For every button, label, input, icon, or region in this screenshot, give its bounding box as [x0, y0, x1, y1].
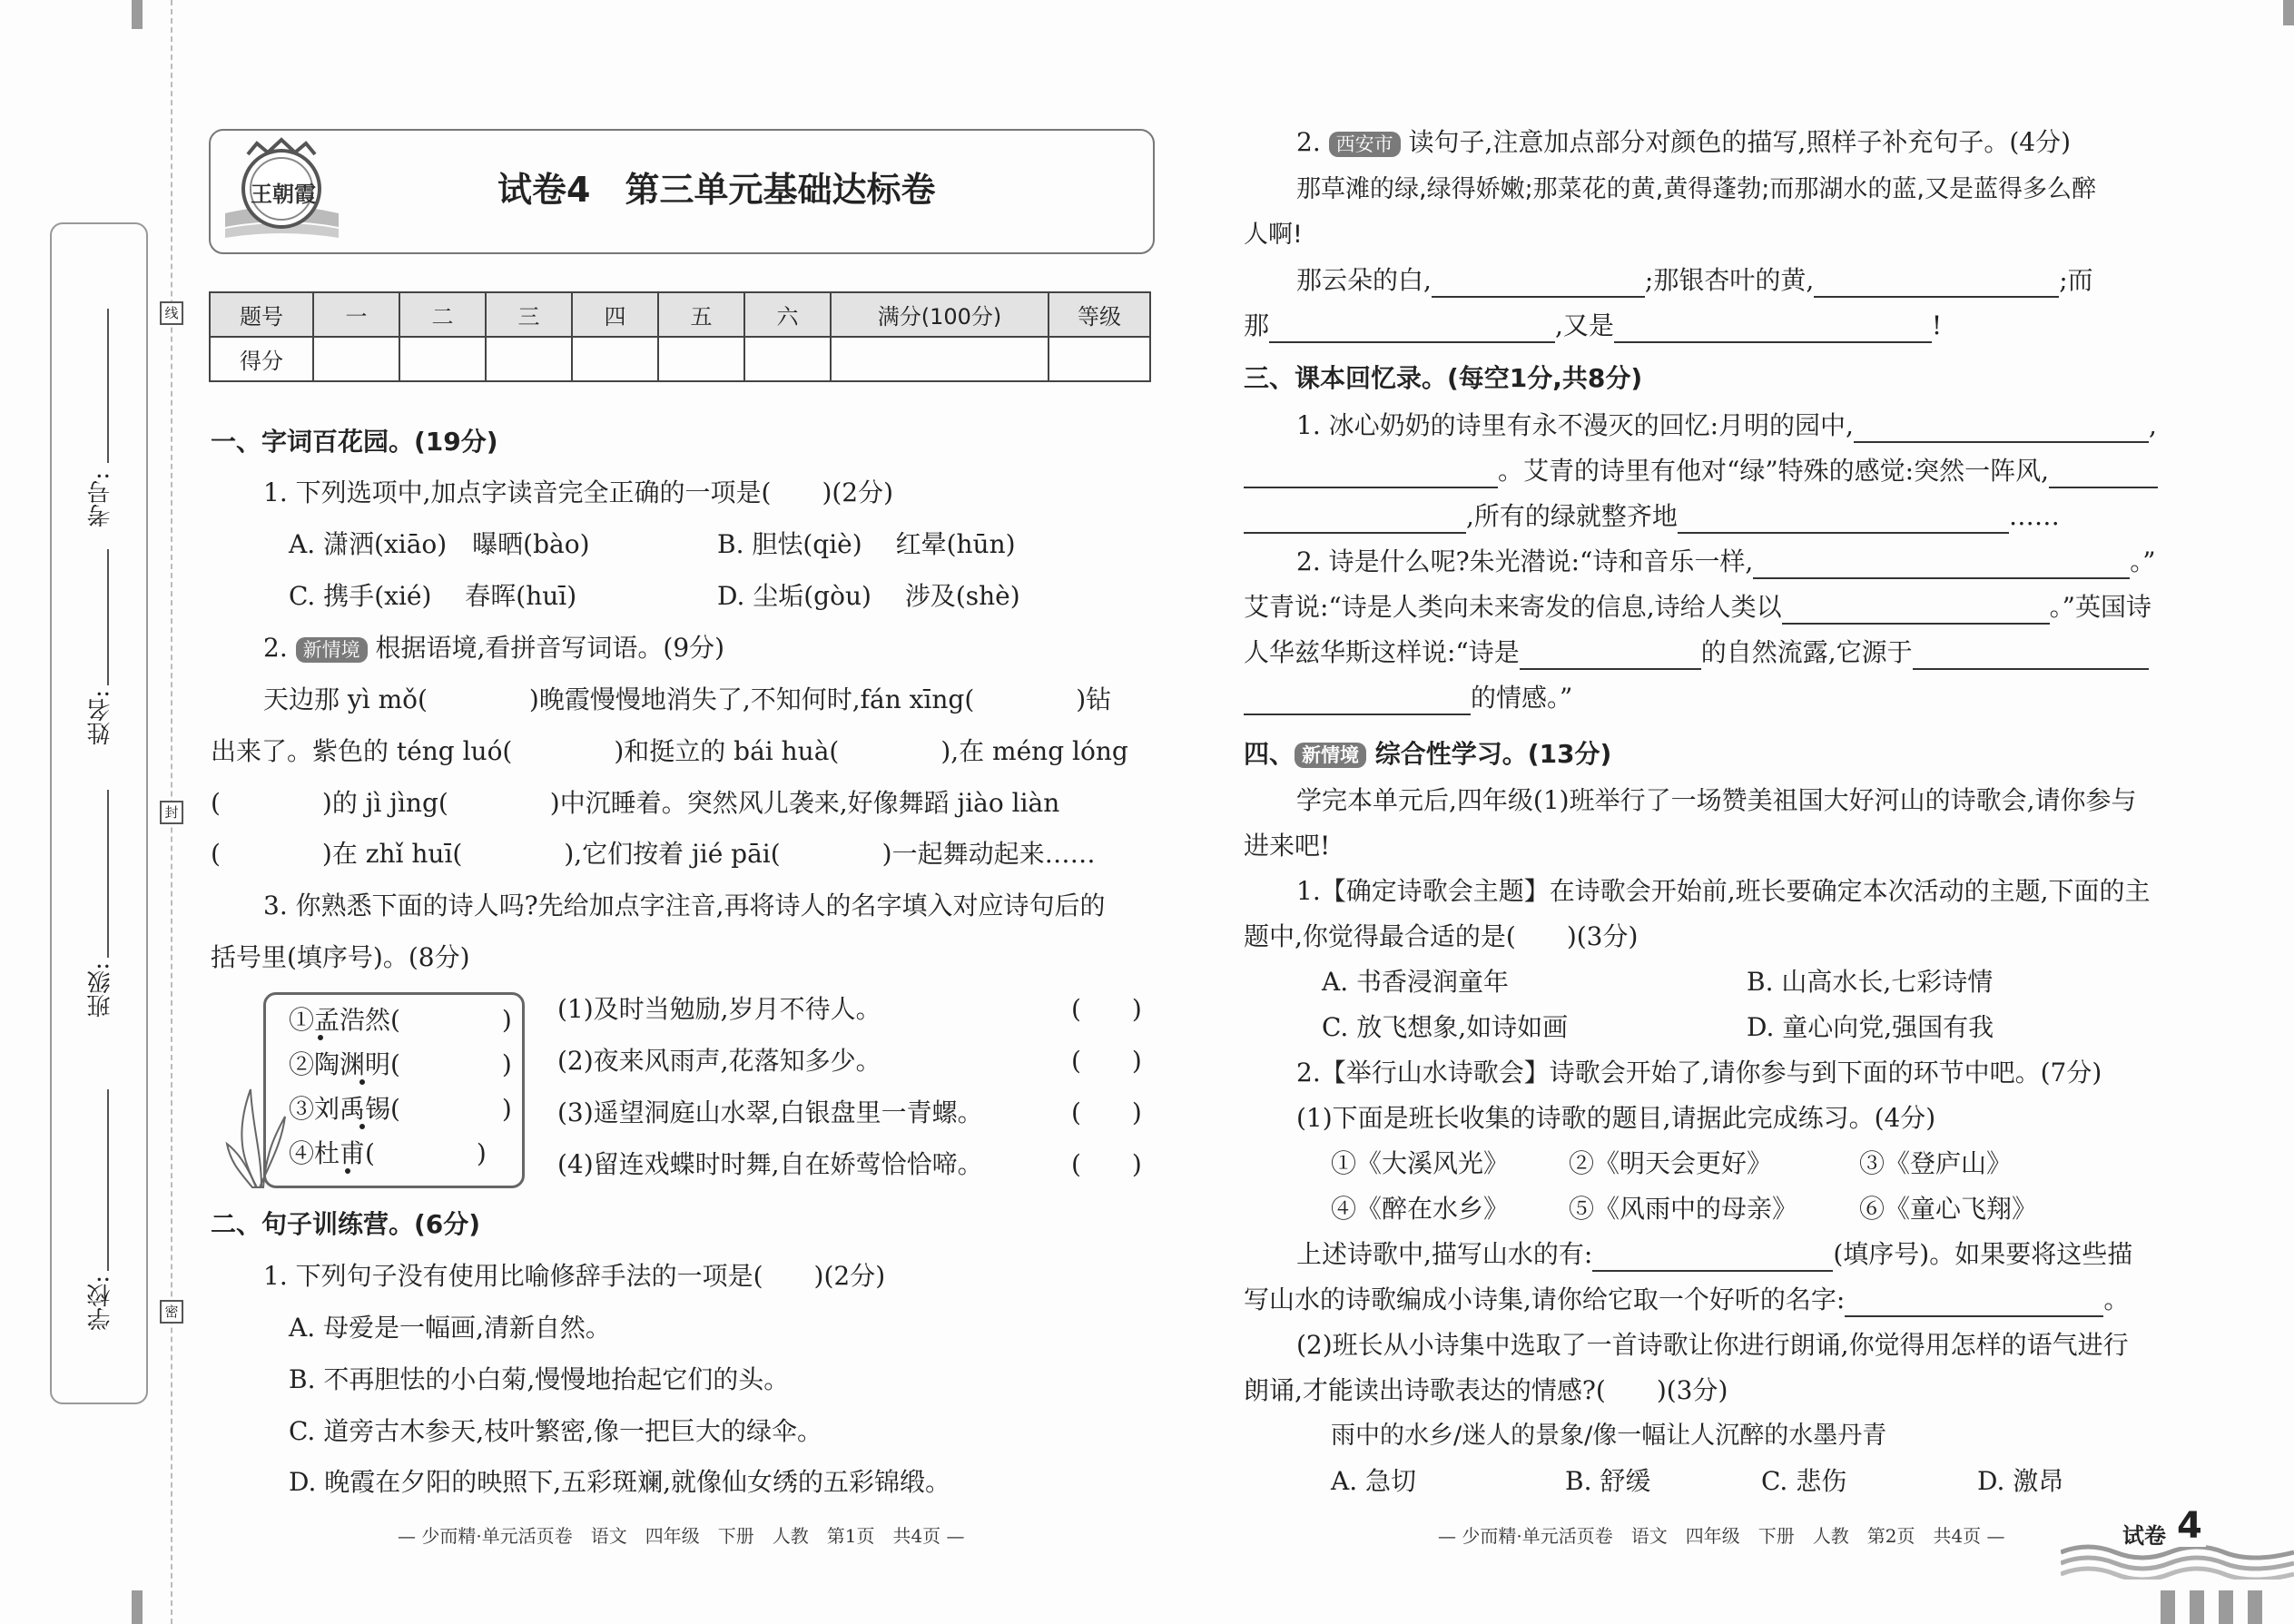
answer-bracket[interactable]: ( ) [1071, 994, 1142, 1024]
option-a[interactable]: A. 书香浸润童年 [1322, 967, 1510, 997]
option-c[interactable]: C. 悲伤 [1761, 1466, 1847, 1496]
edge-bar-right [2283, 0, 2294, 25]
fill-text: 的情感。” [1471, 683, 1573, 713]
table-header: 六 [744, 292, 831, 337]
section-1-title: 一、字词百花园。(19分) [211, 427, 498, 457]
passage-line: 天边那 yì mǒ( )晚霞慢慢地消失了,不知何时,fán xīng( )钻 [263, 684, 1112, 714]
option-b[interactable]: B. 山高水长,七彩诗情 [1747, 967, 1994, 997]
fill-line: 1. 冰心奶奶的诗里有永不漫灭的回忆:月明的园中, , [1296, 408, 2157, 443]
answer-blank[interactable] [1432, 269, 1645, 298]
paper-badge [2061, 1507, 2294, 1580]
table-row [210, 337, 1150, 381]
example-sentence-cont: 人啊! [1244, 221, 1303, 249]
table-header: 五 [658, 292, 744, 337]
fill-text: 。”英国诗 [2049, 592, 2151, 622]
intro-text-cont: 进来吧! [1244, 831, 1331, 861]
score-cell[interactable] [486, 337, 572, 381]
table-header: 三 [486, 292, 572, 337]
section-3-title: 三、课本回忆录。(每空1分,共8分) [1244, 363, 1643, 393]
answer-blank[interactable] [1753, 550, 2130, 579]
emphasis-dot [359, 1124, 365, 1129]
table-header: 二 [399, 292, 486, 337]
section-4-title-text: 综合性学习。(13分) [1374, 739, 1612, 769]
table-header: 等级 [1049, 292, 1150, 337]
answer-bracket[interactable]: ( ) [1071, 1097, 1142, 1127]
table-header: 满分(100分) [831, 292, 1049, 337]
option-b[interactable]: B. 舒缓 [1565, 1466, 1651, 1496]
table-header: 四 [572, 292, 658, 337]
fill-line [1244, 454, 2158, 488]
poem-title: ①《大溪风光》 [1331, 1148, 1510, 1178]
answer-blank[interactable] [1244, 459, 1498, 488]
table-header: 题号 [210, 292, 313, 337]
verse-item: (2)夜来风雨声,花落知多少。 [557, 1046, 881, 1076]
answer-blank[interactable] [1244, 686, 1471, 715]
option-b[interactable]: B. 胆怯(qiè) 红晕(hūn) [717, 529, 1016, 559]
emphasis-dot [345, 1168, 350, 1174]
answer-blank[interactable] [1592, 1243, 1833, 1272]
answer-blank[interactable] [1678, 505, 2009, 534]
score-cell[interactable] [313, 337, 399, 381]
question-4-2-2: (2)班长从小诗集中选取了一首诗歌让你进行朗诵,你觉得用怎样的语气进行 [1296, 1330, 2129, 1360]
label-name: 姓名: [87, 690, 114, 745]
poet-item[interactable]: ②陶渊明( ) [289, 1049, 512, 1079]
edge-bar-bottom [132, 1590, 143, 1624]
answer-blank[interactable] [1845, 1288, 2103, 1317]
question-4-2-2-cont: 朗诵,才能读出诗歌表达的情感?( )(3分) [1244, 1375, 1728, 1405]
bottom-bar-4 [2248, 1590, 2262, 1624]
answer-bracket[interactable]: ( ) [1071, 1046, 1142, 1076]
student-info-box [50, 222, 148, 1404]
page-footer-right: — 少而精·单元活页卷 语文 四年级 下册 人教 第2页 共4页 — [1438, 1525, 2005, 1547]
question-2-1: 1. 下列句子没有使用比喻修辞手法的一项是( )(2分) [263, 1261, 886, 1291]
option-a[interactable]: A. 潇洒(xiāo) 曝晒(bào) [289, 529, 590, 559]
poet-item[interactable]: ③刘禹锡( ) [289, 1094, 512, 1124]
emphasis-dot [359, 1079, 365, 1085]
new-context-tag: 新情境 [296, 637, 368, 663]
question-1-1: 1. 下列选项中,加点字读音完全正确的一项是( )(2分) [263, 477, 894, 507]
poem-title: ④《醉在水乡》 [1331, 1194, 1510, 1224]
label-class: 班级: [87, 962, 114, 1018]
fill-text: 人华兹华斯这样说:“诗是 [1244, 637, 1520, 667]
page-title: 试卷4 第三单元基础达标卷 [497, 170, 936, 210]
option-a[interactable]: A. 急切 [1331, 1466, 1417, 1496]
new-context-tag: 新情境 [1295, 743, 1366, 768]
verse-item: (1)及时当勉励,岁月不待人。 [557, 994, 881, 1024]
fill-line [1296, 1237, 2132, 1272]
fill-text: 写山水的诗歌编成小诗集,请你给它取一个好听的名字: [1244, 1284, 1846, 1314]
fill-text: 上述诗歌中,描写山水的有: [1296, 1239, 1593, 1269]
option-d[interactable]: D. 晚霞在夕阳的映照下,五彩斑斓,就像仙女绣的五彩锦缎。 [289, 1467, 951, 1497]
answer-blank[interactable] [2049, 459, 2158, 488]
question-4-2: 2.【举行山水诗歌会】诗歌会开始了,请你参与到下面的环节中吧。(7分) [1296, 1058, 2102, 1088]
fill-text: 。” [2130, 546, 2156, 576]
answer-blank[interactable] [1913, 641, 2149, 670]
class-field[interactable] [107, 790, 109, 958]
score-cell[interactable] [1049, 337, 1150, 381]
fill-line [1244, 635, 2149, 670]
cut-mark-seal: 封 [160, 801, 183, 824]
score-cell[interactable] [744, 337, 831, 381]
fill-text: (填序号)。如果要将这些描 [1833, 1239, 2133, 1269]
answer-blank[interactable] [1854, 414, 2149, 443]
passage-line: 出来了。紫色的 téng luó( )和挺立的 bái huà( ),在 méng lóng [211, 736, 1128, 766]
badge-number: 4 [2173, 1505, 2206, 1547]
fill-text: …… [2008, 501, 2060, 531]
section-2-title: 二、句子训练营。(6分) [211, 1209, 481, 1239]
option-c[interactable]: C. 携手(xié) 春晖(huī) [289, 581, 577, 611]
cut-mark-secret: 密 [160, 1300, 183, 1324]
passage-line: ( )的 jì jìng( )中沉睡着。突然风儿袭来,好像舞蹈 jiào liàn [211, 788, 1060, 818]
poem-line: 雨中的水乡/迷人的景象/像一幅让人沉醉的水墨丹青 [1331, 1422, 1887, 1450]
fill-text: 。 [2103, 1284, 2130, 1314]
bottom-bar-1 [2161, 1590, 2175, 1624]
bottom-bar-2 [2190, 1590, 2204, 1624]
fill-line [1244, 590, 2151, 625]
table-row [210, 292, 1150, 337]
label-exam-number: 考号: [87, 472, 114, 527]
fill-text: 的自然流露,它源于 [1700, 637, 1913, 667]
table-header: 一 [313, 292, 399, 337]
name-field[interactable] [107, 549, 109, 685]
region-tag: 西安市 [1329, 132, 1401, 157]
score-cell[interactable] [399, 337, 486, 381]
publisher-logo [221, 136, 343, 243]
option-c[interactable]: C. 放飞想象,如诗如画 [1322, 1012, 1569, 1042]
section-4-title [1244, 737, 1611, 772]
poet-item[interactable]: ①孟浩然( ) [289, 1005, 512, 1035]
answer-blank[interactable] [1269, 314, 1555, 343]
answer-blank[interactable] [1782, 595, 2050, 625]
question-2-2: 2. 西安市 读句子,注意加点部分对颜色的描写,照样子补充句子。(4分) [1296, 127, 2071, 157]
poem-title: ⑤《风雨中的母亲》 [1569, 1194, 1798, 1224]
option-d[interactable]: D. 尘垢(gòu) 涉及(shè) [717, 581, 1020, 611]
answer-blank[interactable] [1520, 641, 1701, 670]
fill-text: ! [1931, 310, 1943, 340]
poet-item[interactable]: ④杜甫( ) [289, 1138, 487, 1168]
fill-text: ;那银杏叶的黄, [1644, 265, 1815, 295]
question-4-1-cont: 题中,你觉得最合适的是( )(3分) [1244, 921, 1639, 951]
fill-text: ;而 [2059, 265, 2093, 295]
fill-text: 那云朵的白, [1296, 265, 1432, 295]
fill-text: ,所有的绿就整齐地 [1466, 501, 1678, 531]
passage-line: ( )在 zhǐ huī( ),它们按着 jié pāi( )一起舞动起来…… [211, 839, 1096, 869]
option-b[interactable]: B. 不再胆怯的小白菊,慢慢地抬起它们的头。 [289, 1364, 790, 1394]
fill-text: 艾青说:“诗是人类向未来寄发的信息,诗给人类以 [1244, 592, 1782, 622]
answer-blank[interactable] [1614, 314, 1932, 343]
option-c[interactable]: C. 道旁古木参天,枝叶繁密,像一把巨大的绿伞。 [289, 1416, 823, 1446]
question-4-2-1: (1)下面是班长收集的诗歌的题目,请据此完成练习。(4分) [1296, 1103, 1936, 1133]
fill-line [1244, 499, 2060, 534]
fill-text: ,又是 [1555, 310, 1614, 340]
poem-title: ②《明天会更好》 [1569, 1148, 1773, 1178]
fill-line [1296, 545, 2156, 579]
fill-text: 2. 诗是什么呢?朱光潜说:“诗和音乐一样, [1296, 546, 1754, 576]
page-footer-left: — 少而精·单元活页卷 语文 四年级 下册 人教 第1页 共4页 — [398, 1525, 965, 1547]
fill-line [1244, 309, 1942, 343]
question-1-2: 2. 新情境 根据语境,看拼音写词语。(9分) [263, 633, 725, 663]
fill-text: 。艾青的诗里有他对“绿”特殊的感觉:突然一阵风, [1498, 456, 2049, 486]
bottom-bar-3 [2219, 1590, 2233, 1624]
option-d[interactable]: D. 童心向党,强国有我 [1747, 1012, 1994, 1042]
fill-line [1244, 1283, 2129, 1317]
badge-label: 试卷 [2119, 1518, 2170, 1550]
fill-text: 那 [1244, 310, 1270, 340]
fill-line [1296, 263, 2093, 298]
answer-blank[interactable] [1244, 505, 1466, 534]
section-4-number: 四、 [1244, 739, 1295, 769]
score-cell[interactable] [658, 337, 744, 381]
emphasis-dot [318, 1035, 323, 1040]
question-1-3-cont: 括号里(填序号)。(8分) [211, 942, 470, 972]
cut-mark-line: 线 [160, 301, 183, 325]
poem-title: ③《登庐山》 [1859, 1148, 2013, 1178]
answer-bracket[interactable]: ( ) [1071, 1149, 1142, 1179]
fill-text: 1. 冰心奶奶的诗里有永不漫灭的回忆:月明的园中, [1296, 410, 1854, 440]
logo-text: 王朝霞 [251, 181, 316, 207]
fill-line [1244, 681, 1572, 715]
question-4-1: 1.【确定诗歌会主题】在诗歌会开始前,班长要确定本次活动的主题,下面的主 [1296, 876, 2151, 906]
school-field[interactable] [107, 1089, 109, 1271]
example-sentence: 那草滩的绿,绿得娇嫩;那菜花的黄,黄得蓬勃;而那湖水的蓝,又是蓝得多么醉 [1296, 175, 2096, 203]
score-cell[interactable] [831, 337, 1049, 381]
verse-item: (3)遥望洞庭山水翠,白银盘里一青螺。 [557, 1097, 983, 1127]
label-school: 学校: [87, 1275, 114, 1331]
score-table [209, 291, 1151, 382]
question-1-3: 3. 你熟悉下面的诗人吗?先给加点字注音,再将诗人的名字填入对应诗句后的 [263, 891, 1106, 920]
option-d[interactable]: D. 激昂 [1977, 1466, 2064, 1496]
question-1-2-text: 根据语境,看拼音写词语。(9分) [375, 633, 725, 663]
option-a[interactable]: A. 母爱是一幅画,清新自然。 [289, 1313, 611, 1343]
leaf-decoration [225, 1080, 289, 1193]
score-cell[interactable] [572, 337, 658, 381]
poem-title: ⑥《童心飞翔》 [1859, 1194, 2038, 1224]
table-row-label: 得分 [210, 337, 313, 381]
edge-bar-top [132, 0, 143, 29]
intro-text: 学完本单元后,四年级(1)班举行了一场赞美祖国大好河山的诗歌会,请你参与 [1296, 785, 2137, 815]
answer-blank[interactable] [1814, 269, 2059, 298]
verse-item: (4)留连戏蝶时时舞,自在娇莺恰恰啼。 [557, 1149, 983, 1179]
question-2-2-text: 读句子,注意加点部分对颜色的描写,照样子补充句子。(4分) [1408, 127, 2071, 157]
exam-number-field[interactable] [107, 309, 109, 463]
